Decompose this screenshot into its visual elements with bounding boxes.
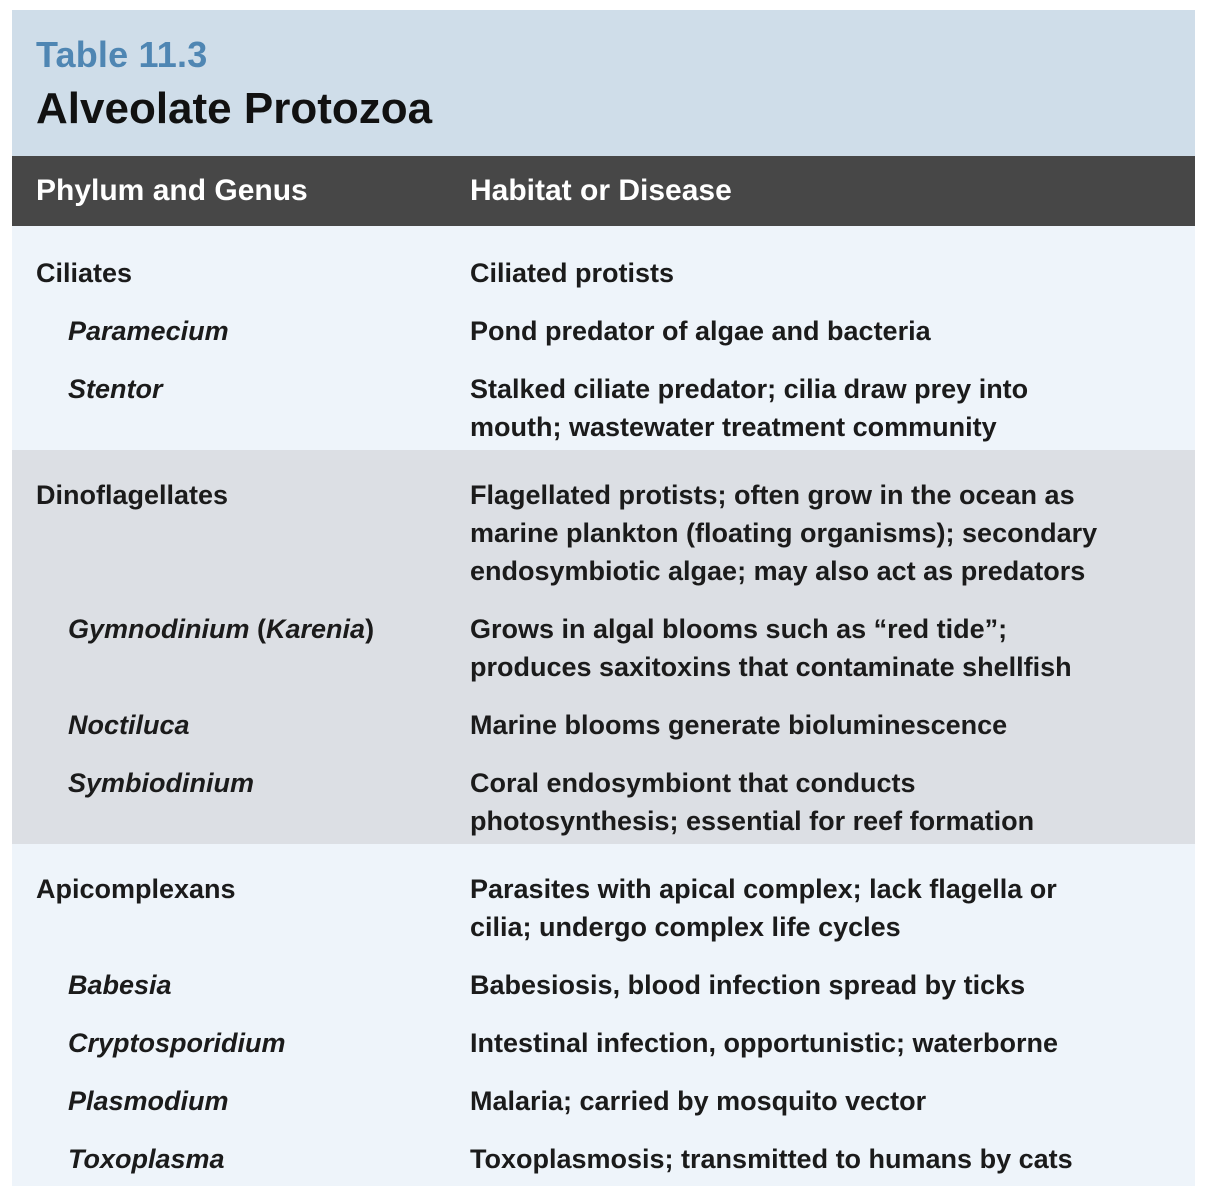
genus-description: Babesiosis, blood infection spread by ticks xyxy=(470,970,1026,1000)
genus-description: Marine blooms generate bioluminescence xyxy=(470,710,1008,740)
genus-name: Plasmodium xyxy=(68,1086,229,1116)
genus-description-line: Stalked ciliate predator; cilia draw prey into xyxy=(470,374,1029,404)
genus-description-line: photosynthesis; essential for reef formation xyxy=(470,806,1035,836)
genus-description: Intestinal infection, opportunistic; waterborne xyxy=(470,1028,1059,1058)
phylum-name: Apicomplexans xyxy=(36,874,236,904)
table-title: Alveolate Protozoa xyxy=(36,84,433,133)
genus-description-line: produces saxitoxins that contaminate shellfish xyxy=(470,652,1072,682)
group-apicomplexans xyxy=(12,844,1195,1186)
genus-description-line: Grows in algal blooms such as “red tide”; xyxy=(470,614,1008,644)
paren-close: ) xyxy=(365,614,375,644)
table-title-block xyxy=(12,10,1195,156)
genus-name: Noctiluca xyxy=(68,710,190,740)
phylum-description-line: Flagellated protists; often grow in the ocean as xyxy=(470,480,1075,510)
genus-description-line: Coral endosymbiont that conducts xyxy=(470,768,916,798)
genus-name: Babesia xyxy=(68,970,172,1000)
genus-name: Gymnodinium xyxy=(68,614,250,644)
phylum-description-line: cilia; undergo complex life cycles xyxy=(470,912,901,942)
genus-name: Toxoplasma xyxy=(68,1144,225,1174)
genus-name: Stentor xyxy=(68,374,163,404)
phylum-name: Ciliates xyxy=(36,258,133,288)
paren-open: ( xyxy=(249,614,266,644)
phylum-description-line: marine plankton (floating organisms); secondary xyxy=(470,518,1098,548)
genus-name-with-synonym xyxy=(68,610,374,648)
table-header-row xyxy=(12,156,1195,226)
genus-name: Cryptosporidium xyxy=(68,1028,286,1058)
genus-name: Symbiodinium xyxy=(68,768,255,798)
genus-description: Malaria; carried by mosquito vector xyxy=(470,1086,927,1116)
table-figure xyxy=(12,10,1195,1186)
column-header-habitat-disease: Habitat or Disease xyxy=(470,174,732,207)
group-dinoflagellates xyxy=(12,450,1195,844)
phylum-description: Ciliated protists xyxy=(470,258,675,288)
genus-synonym: Karenia xyxy=(266,614,366,644)
phylum-description-line: Parasites with apical complex; lack flagella or xyxy=(470,874,1057,904)
table-number: Table 11.3 xyxy=(36,34,208,75)
phylum-description-line: endosymbiotic algae; may also act as predators xyxy=(470,556,1086,586)
genus-name: Paramecium xyxy=(68,316,229,346)
genus-description-line: mouth; wastewater treatment community xyxy=(470,412,997,442)
column-header-phylum-genus: Phylum and Genus xyxy=(36,174,308,207)
genus-description: Pond predator of algae and bacteria xyxy=(470,316,931,346)
group-ciliates xyxy=(12,226,1195,450)
genus-description: Toxoplasmosis; transmitted to humans by cats xyxy=(470,1144,1073,1174)
phylum-name: Dinoflagellates xyxy=(36,480,229,510)
